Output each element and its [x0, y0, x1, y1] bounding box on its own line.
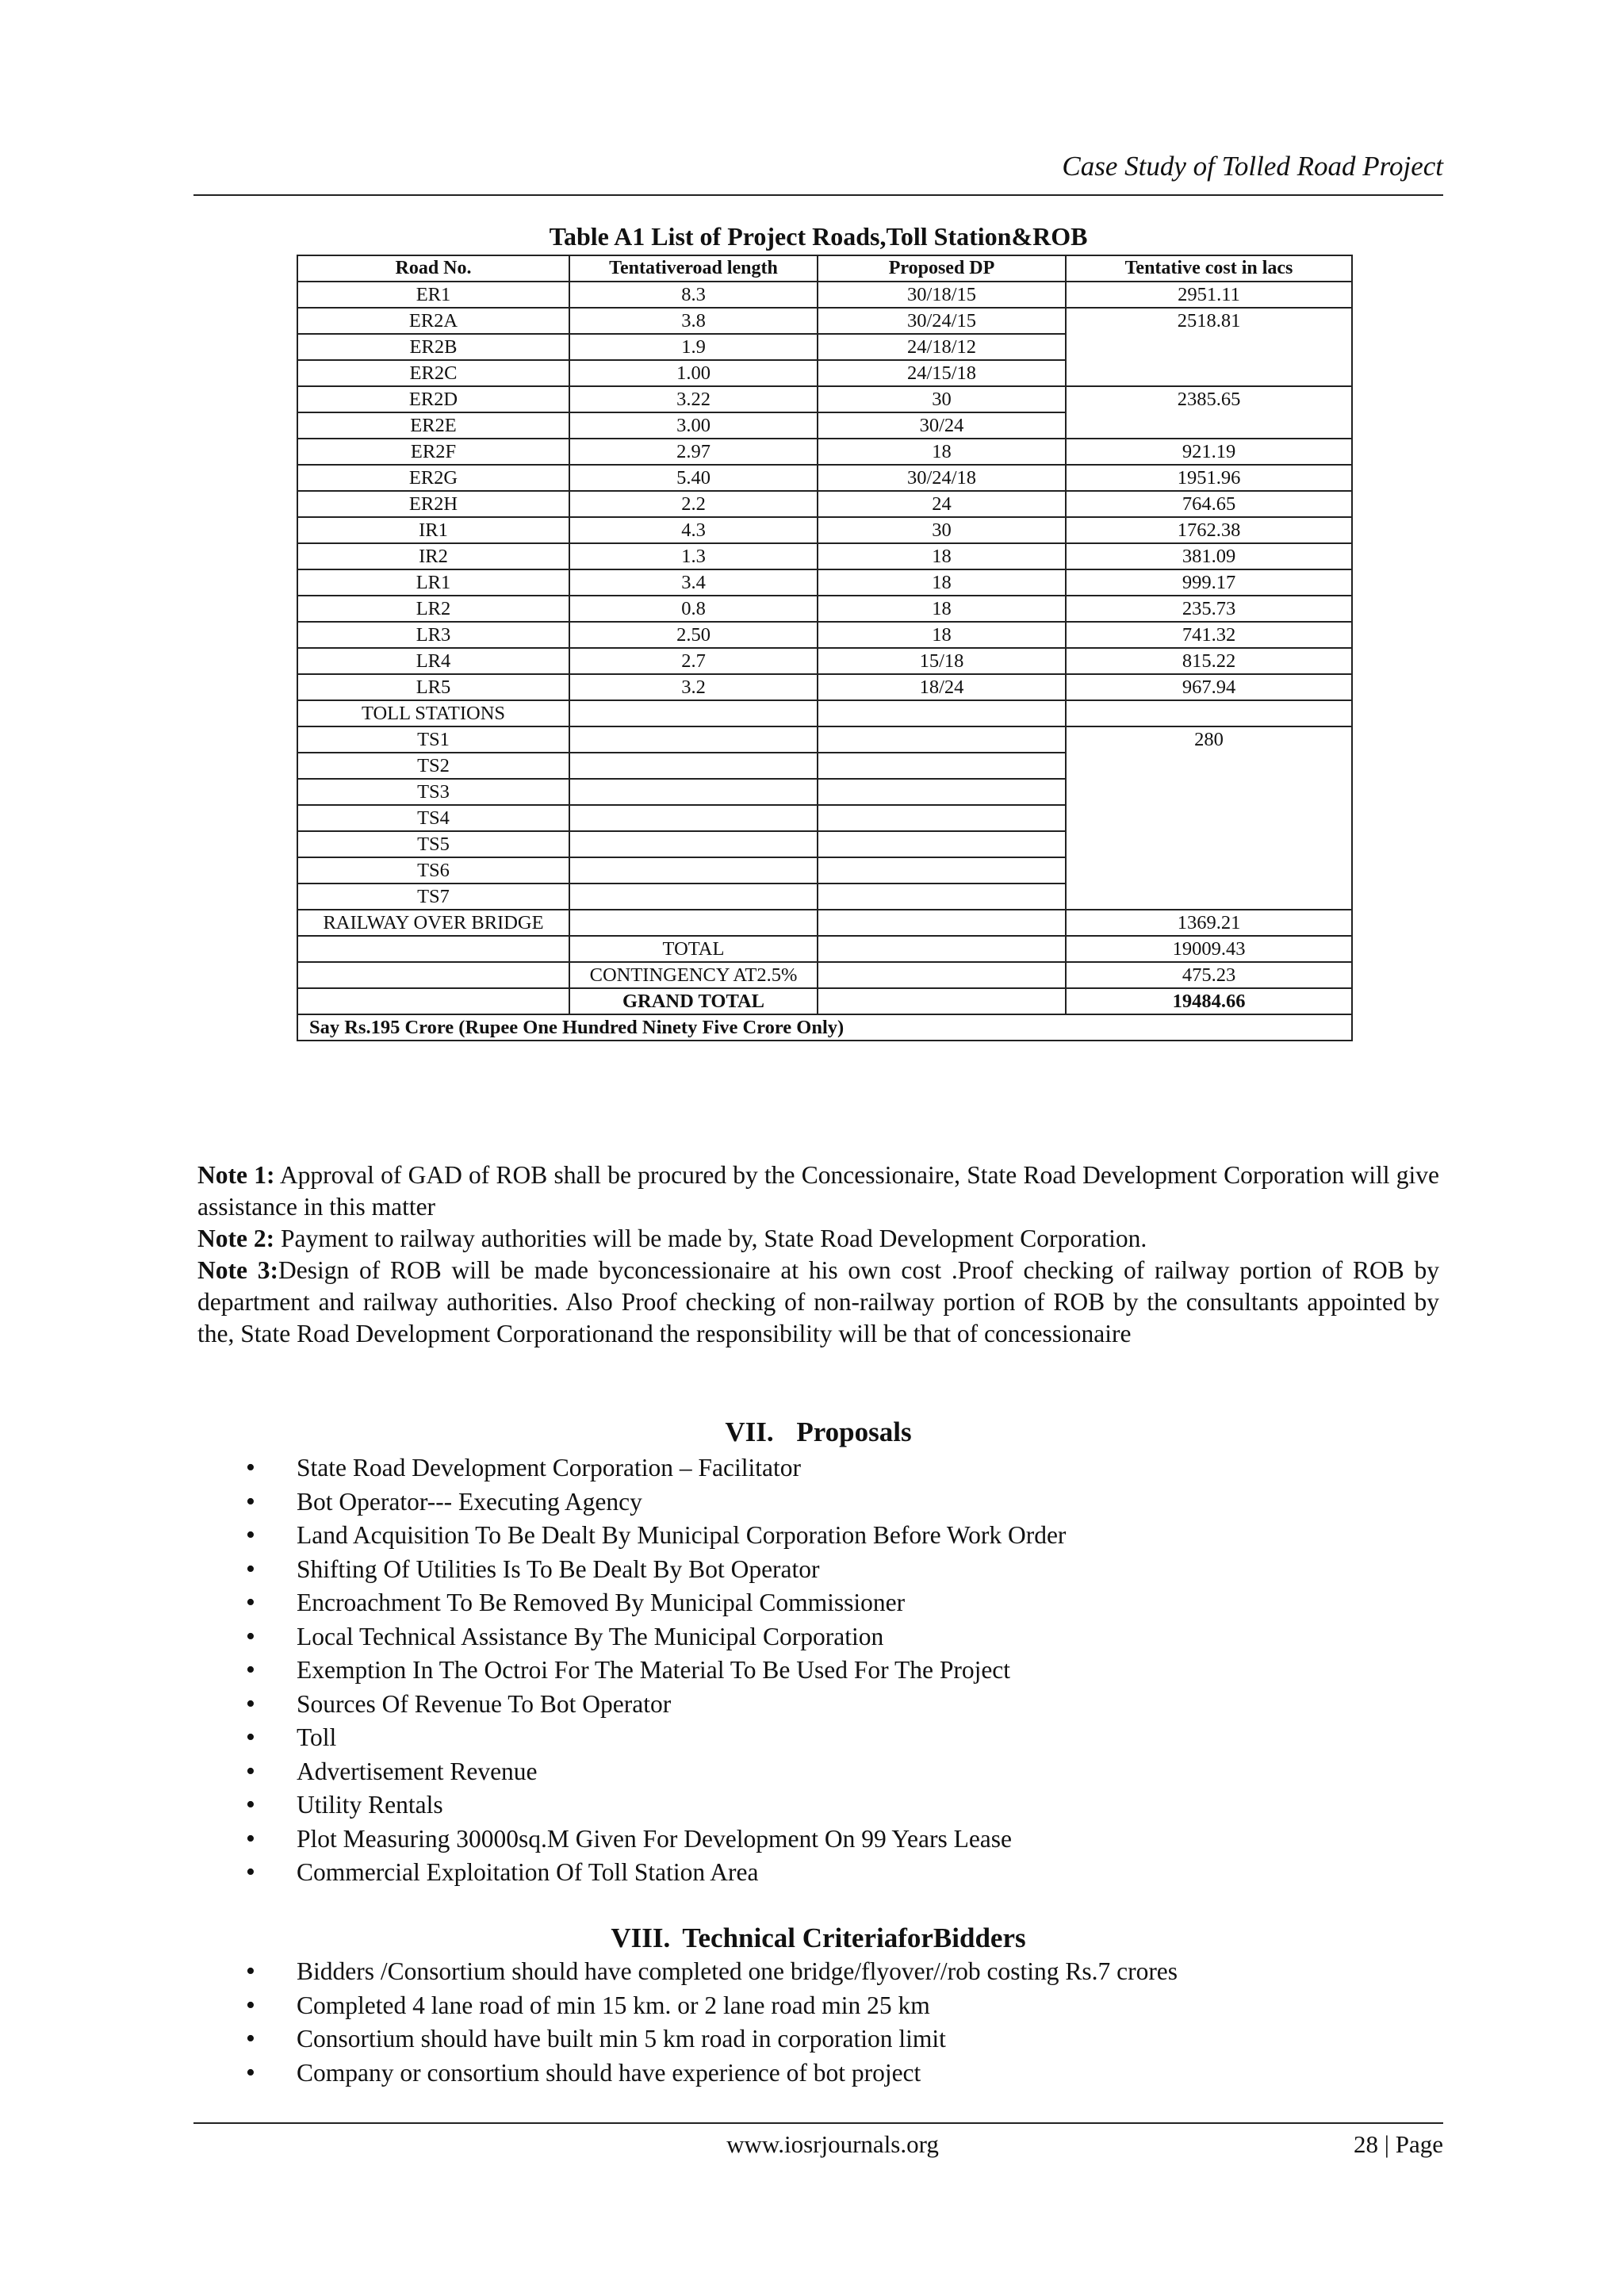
table-row	[297, 543, 1352, 569]
cell: 235.73	[1066, 596, 1352, 622]
cell: LR1	[297, 569, 569, 596]
cell: 0.8	[569, 596, 818, 622]
cell: 1.00	[569, 360, 818, 386]
cell	[297, 936, 569, 962]
section-title: Proposals	[796, 1416, 912, 1447]
cell: ER2F	[297, 439, 569, 465]
cell: 967.94	[1066, 674, 1352, 700]
list-item: • Encroachment To Be Removed By Municipal Commissioner	[246, 1586, 1066, 1620]
cell: ER2E	[297, 412, 569, 439]
cell	[818, 726, 1066, 753]
cell: 24/15/18	[818, 360, 1066, 386]
cell: 2.7	[569, 648, 818, 674]
cell	[297, 962, 569, 988]
cell: 24	[818, 491, 1066, 517]
list-item: • Sources Of Revenue To Bot Operator	[246, 1688, 1066, 1722]
cell	[297, 988, 569, 1014]
rob-row	[297, 910, 1352, 936]
cell: 741.32	[1066, 622, 1352, 648]
table-row	[297, 491, 1352, 517]
note-label: Note 3:	[197, 1256, 278, 1284]
table-row	[297, 674, 1352, 700]
note-3	[197, 1255, 1439, 1350]
list-item: • Advertisement Revenue	[246, 1755, 1066, 1789]
footer-rule	[193, 2122, 1443, 2124]
cell: 921.19	[1066, 439, 1352, 465]
notes	[197, 1159, 1439, 1350]
toll-station-row	[297, 726, 1352, 753]
rob-label: RAILWAY OVER BRIDGE	[297, 910, 569, 936]
list-item: • Commercial Exploitation Of Toll Station Area	[246, 1856, 1066, 1890]
cell: 381.09	[1066, 543, 1352, 569]
cell: TS2	[297, 753, 569, 779]
cell: ER2C	[297, 360, 569, 386]
cell: TS1	[297, 726, 569, 753]
toll-cost-cell: 280	[1066, 726, 1352, 910]
cell: 18	[818, 543, 1066, 569]
section-title: Technical CriteriaforBidders	[682, 1922, 1026, 1953]
cell	[818, 910, 1066, 936]
cell: 30/24/15	[818, 308, 1066, 334]
table-row	[297, 386, 1352, 412]
table-row	[297, 648, 1352, 674]
section-8-heading	[193, 1922, 1443, 1954]
header-rule	[193, 194, 1443, 196]
col-cost: Tentative cost in lacs	[1066, 255, 1352, 282]
cell	[818, 700, 1066, 726]
toll-stations-header-row	[297, 700, 1352, 726]
cell: 30	[818, 517, 1066, 543]
cell: LR4	[297, 648, 569, 674]
cell: IR1	[297, 517, 569, 543]
cell	[818, 779, 1066, 805]
cell: ER2D	[297, 386, 569, 412]
toll-stations-label: TOLL STATIONS	[297, 700, 569, 726]
list-item: • Bidders /Consortium should have completed one bridge/flyover//rob costing Rs.7 crores	[246, 1955, 1178, 1989]
list-item: • Exemption In The Octroi For The Material To Be Used For The Project	[246, 1654, 1066, 1688]
cell	[569, 857, 818, 884]
list-item: • Shifting Of Utilities Is To Be Dealt By Bot Operator	[246, 1553, 1066, 1587]
proposals-list	[246, 1451, 1066, 1890]
section-number: VIII.	[611, 1922, 671, 1953]
cell: 2.50	[569, 622, 818, 648]
col-dp: Proposed DP	[818, 255, 1066, 282]
cell: 2385.65	[1066, 386, 1352, 439]
list-item: • Land Acquisition To Be Dealt By Municipal Corporation Before Work Order	[246, 1519, 1066, 1553]
cell: ER2G	[297, 465, 569, 491]
grand-total-label: GRAND TOTAL	[569, 988, 818, 1014]
project-roads-table	[297, 255, 1353, 1041]
cell: 2951.11	[1066, 282, 1352, 308]
cell: TS3	[297, 779, 569, 805]
cell: 999.17	[1066, 569, 1352, 596]
cell: 1951.96	[1066, 465, 1352, 491]
cell	[818, 831, 1066, 857]
table-row	[297, 622, 1352, 648]
footer-url: www.iosrjournals.org	[726, 2130, 939, 2158]
col-road-no: Road No.	[297, 255, 569, 282]
running-header: Case Study of Tolled Road Project	[1062, 151, 1443, 182]
cell: 764.65	[1066, 491, 1352, 517]
grand-total-row	[297, 988, 1352, 1014]
list-item: • Company or consortium should have experience of bot project	[246, 2056, 1178, 2091]
cell	[818, 962, 1066, 988]
list-item: • Bot Operator--- Executing Agency	[246, 1485, 1066, 1520]
cell: ER2H	[297, 491, 569, 517]
cell: 3.4	[569, 569, 818, 596]
cell	[569, 700, 818, 726]
contingency-label: CONTINGENCY AT2.5%	[569, 962, 818, 988]
list-item: • Utility Rentals	[246, 1788, 1066, 1823]
cell: 4.3	[569, 517, 818, 543]
cell: 18/24	[818, 674, 1066, 700]
table-header-row	[297, 255, 1352, 282]
cell: 2.2	[569, 491, 818, 517]
cell: IR2	[297, 543, 569, 569]
cell: ER2B	[297, 334, 569, 360]
cell: 1.3	[569, 543, 818, 569]
cell: 1762.38	[1066, 517, 1352, 543]
cell: 18	[818, 439, 1066, 465]
cell: LR3	[297, 622, 569, 648]
grand-total-value: 19484.66	[1066, 988, 1352, 1014]
cell: 30/24	[818, 412, 1066, 439]
cell: 2.97	[569, 439, 818, 465]
cell: LR5	[297, 674, 569, 700]
cell: 18	[818, 622, 1066, 648]
cell: 5.40	[569, 465, 818, 491]
cell: LR2	[297, 596, 569, 622]
cell	[818, 753, 1066, 779]
cell: 18	[818, 569, 1066, 596]
cell	[569, 805, 818, 831]
total-label: TOTAL	[569, 936, 818, 962]
cell	[818, 805, 1066, 831]
cell: 3.22	[569, 386, 818, 412]
cell: 30	[818, 386, 1066, 412]
cell: 8.3	[569, 282, 818, 308]
note-text: Approval of GAD of ROB shall be procured by the Concessionaire, State Road Development Corporation will give assistance in this matter	[197, 1161, 1439, 1221]
cell: ER2A	[297, 308, 569, 334]
note-text: Payment to railway authorities will be made by, State Road Development Corporation.	[274, 1225, 1147, 1252]
cell: TS6	[297, 857, 569, 884]
cell	[569, 831, 818, 857]
list-item: • Completed 4 lane road of min 15 km. or 2 lane road min 25 km	[246, 1989, 1178, 2023]
cell	[818, 936, 1066, 962]
list-item: • State Road Development Corporation – Facilitator	[246, 1451, 1066, 1485]
cell: 2518.81	[1066, 308, 1352, 386]
cell	[569, 726, 818, 753]
cell	[818, 884, 1066, 910]
page-number: 28 | Page	[1354, 2130, 1443, 2158]
cell: 15/18	[818, 648, 1066, 674]
list-item: • Toll	[246, 1721, 1066, 1755]
cell: 815.22	[1066, 648, 1352, 674]
cell	[569, 910, 818, 936]
table-row	[297, 517, 1352, 543]
contingency-row	[297, 962, 1352, 988]
cell: 30/24/18	[818, 465, 1066, 491]
cell: 3.2	[569, 674, 818, 700]
cell	[818, 857, 1066, 884]
cell	[569, 779, 818, 805]
cell	[569, 753, 818, 779]
section-7-heading	[193, 1416, 1443, 1448]
cell: 3.00	[569, 412, 818, 439]
list-item: • Local Technical Assistance By The Municipal Corporation	[246, 1620, 1066, 1654]
total-value: 19009.43	[1066, 936, 1352, 962]
note-label: Note 2:	[197, 1225, 275, 1252]
cell	[1066, 700, 1352, 726]
cell: TS5	[297, 831, 569, 857]
cell: 30/18/15	[818, 282, 1066, 308]
cell	[818, 988, 1066, 1014]
table-row	[297, 596, 1352, 622]
list-item: • Plot Measuring 30000sq.M Given For Development On 99 Years Lease	[246, 1823, 1066, 1857]
list-item: • Consortium should have built min 5 km road in corporation limit	[246, 2022, 1178, 2056]
cell: 1.9	[569, 334, 818, 360]
note-label: Note 1:	[197, 1161, 275, 1189]
cell: TS4	[297, 805, 569, 831]
note-2	[197, 1223, 1439, 1255]
rob-cost: 1369.21	[1066, 910, 1352, 936]
note-1	[197, 1159, 1439, 1223]
table-row	[297, 308, 1352, 334]
cell: TS7	[297, 884, 569, 910]
total-row	[297, 936, 1352, 962]
say-row	[297, 1014, 1352, 1041]
table-row	[297, 569, 1352, 596]
say-text: Say Rs.195 Crore (Rupee One Hundred Ninety Five Crore Only)	[297, 1014, 1352, 1041]
cell: 24/18/12	[818, 334, 1066, 360]
cell: 3.8	[569, 308, 818, 334]
contingency-value: 475.23	[1066, 962, 1352, 988]
criteria-list	[246, 1955, 1178, 2090]
col-length: Tentativeroad length	[569, 255, 818, 282]
section-number: VII.	[725, 1416, 774, 1447]
table-title: Table A1 List of Project Roads,Toll Station&ROB	[549, 222, 1088, 251]
note-text: Design of ROB will be made byconcessionaire at his own cost .Proof checking of railway portion of ROB by department and railway authorities. Also Proof checking of non-railway portion of ROB by the consultants appointed by the, State Road Development Corporationand the responsibility will be that of concessionaire	[197, 1256, 1439, 1347]
cell: ER1	[297, 282, 569, 308]
table-row	[297, 282, 1352, 308]
cell: 18	[818, 596, 1066, 622]
table-row	[297, 439, 1352, 465]
cell	[569, 884, 818, 910]
table-row	[297, 465, 1352, 491]
